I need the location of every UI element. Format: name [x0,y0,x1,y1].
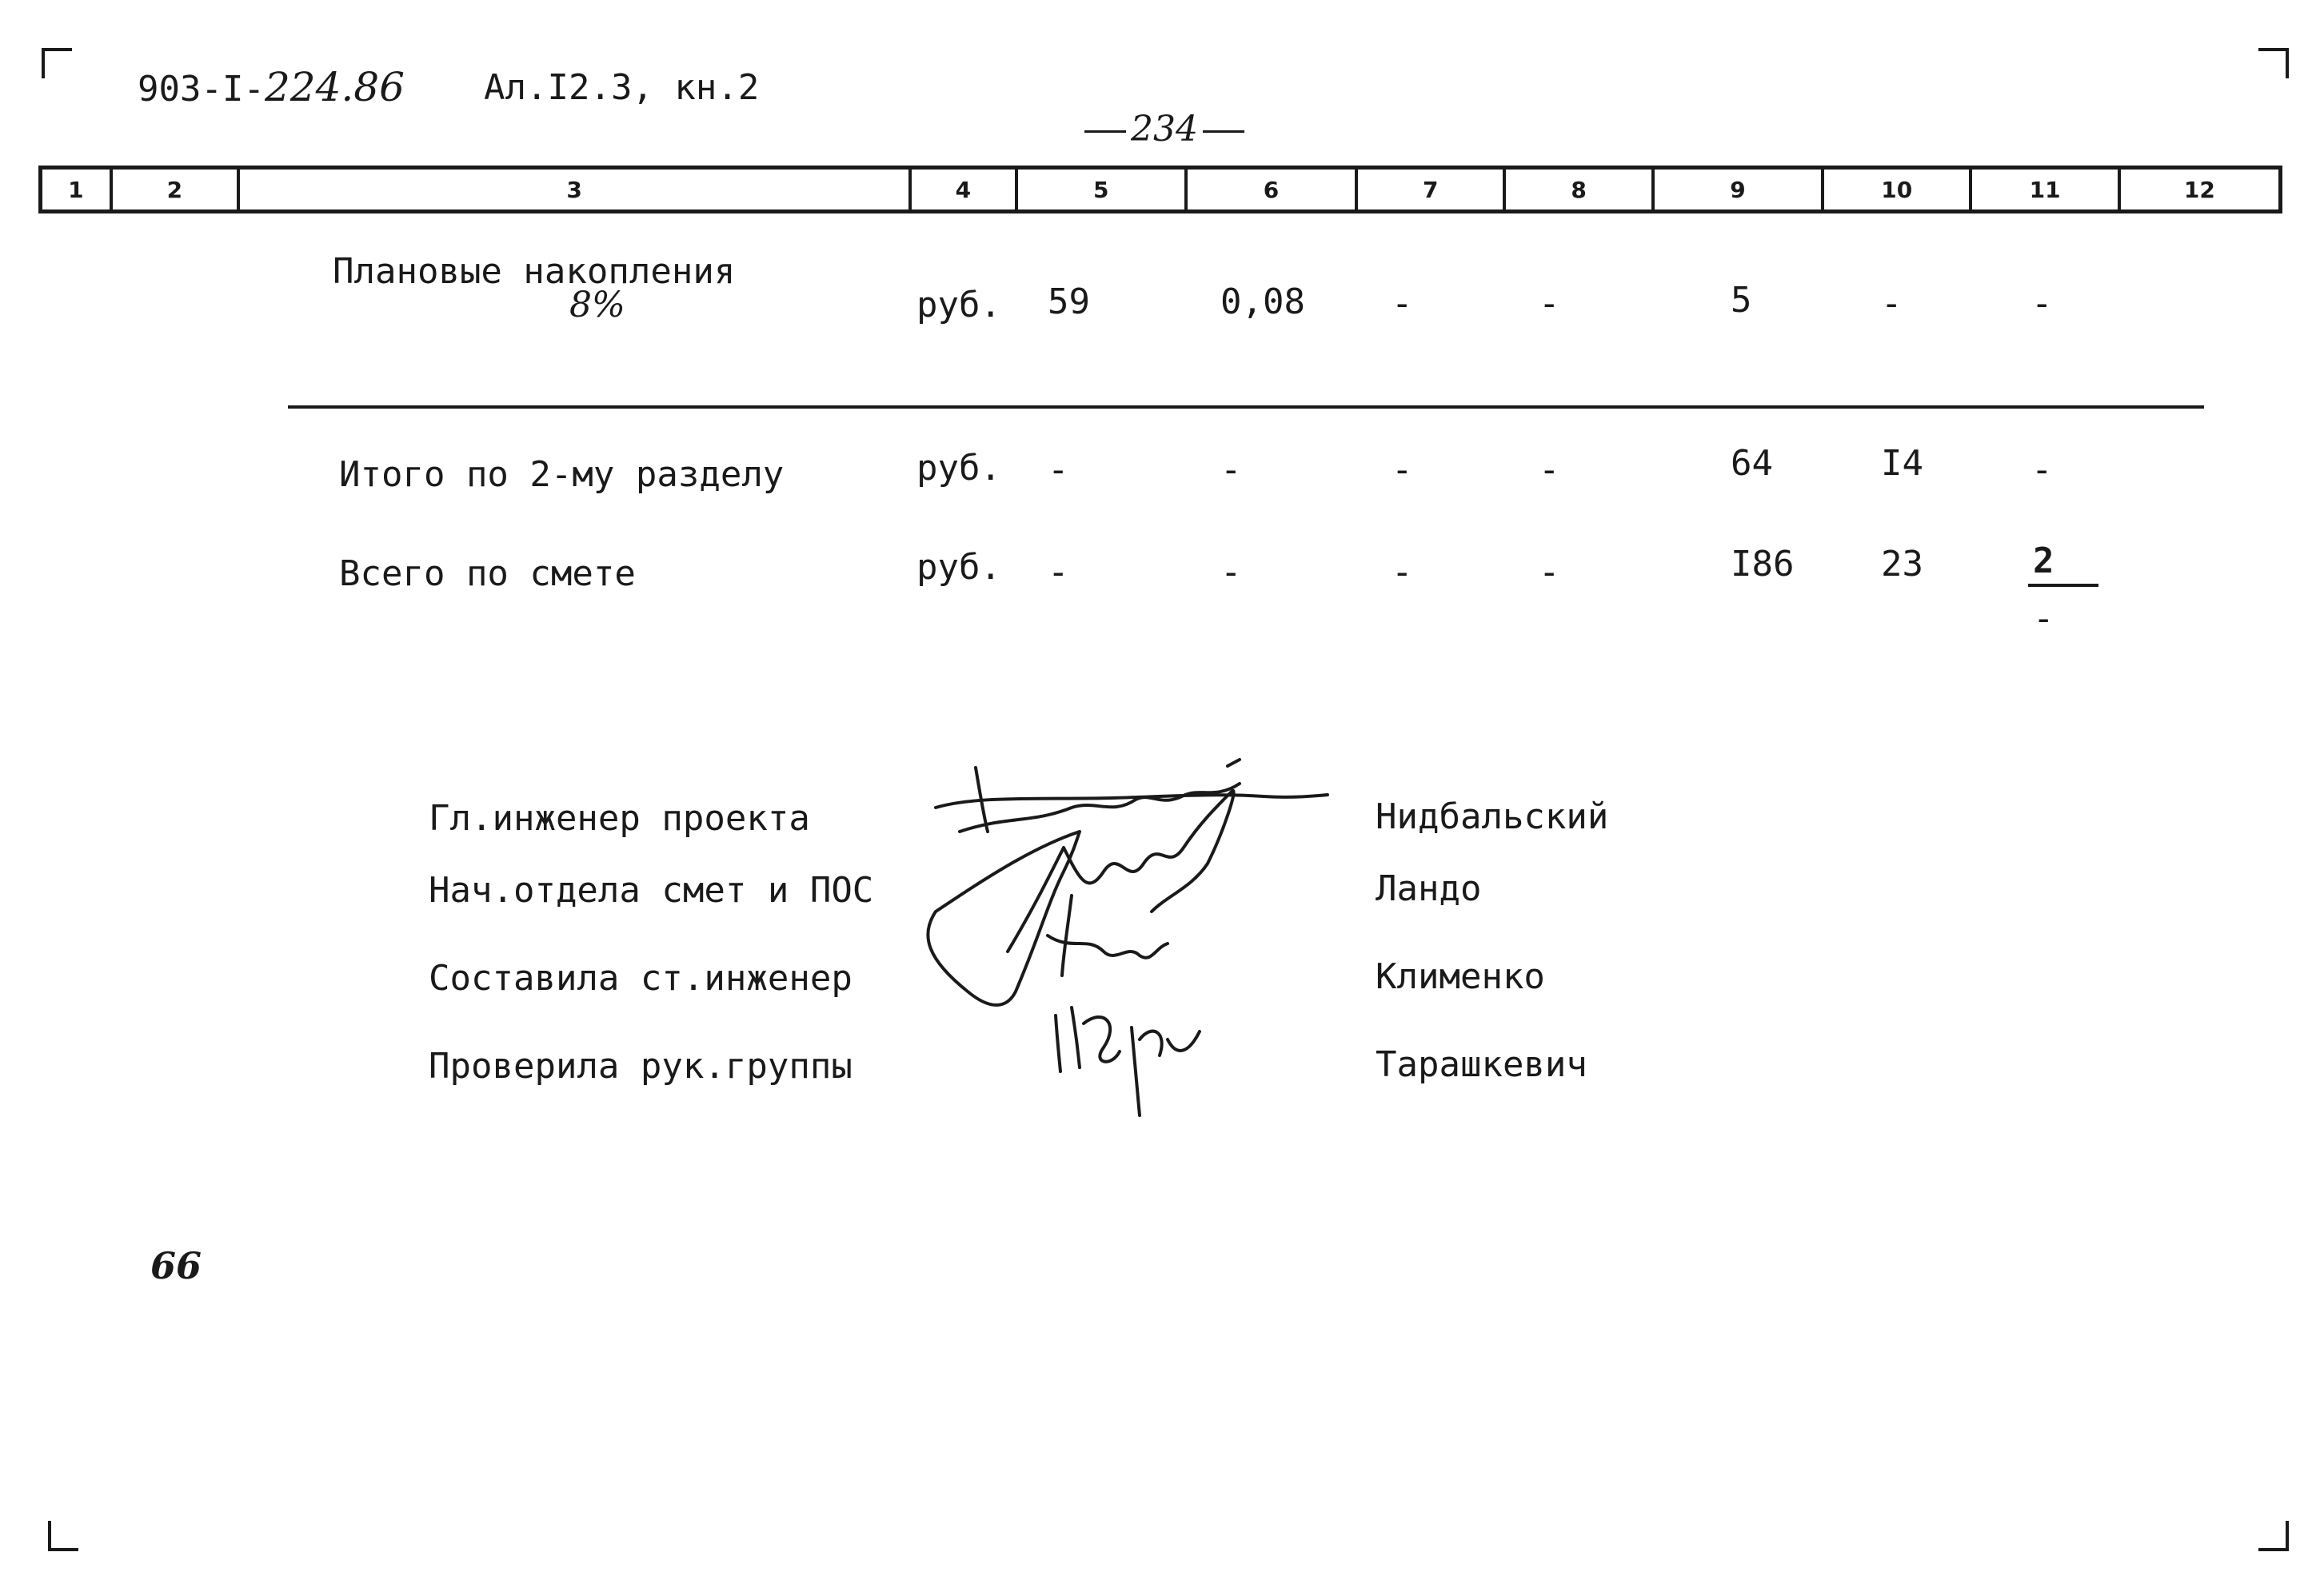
column-number: 5 [1018,170,1188,209]
row-label: Плановые накопления [333,251,736,292]
album-reference: Ал.I2.3, кн.2 [484,67,760,108]
row-cell-col7: - [1392,552,1413,593]
row-cell-col7: - [1392,283,1413,324]
signature-name: Нидбальский [1376,796,1609,837]
page-number-value: 234 [1131,109,1198,150]
row-cell-col11: - [2031,449,2053,490]
corner-mark-top-left [42,48,72,78]
column-number: 11 [1972,170,2120,209]
total-separator-line [288,405,2204,409]
row-cell-col8: - [1539,283,1560,324]
row-cell-col6: - [1220,552,1242,593]
row-unit: руб. [916,448,1001,489]
row-cell-col8: - [1539,449,1560,490]
signature-name: Клименко [1376,956,1545,997]
corner-mark-bottom-right [2258,1521,2289,1551]
column-number: 8 [1506,170,1654,209]
row-cell-col10: I4 [1881,443,1923,484]
row-label: Итого по 2-му разделу [339,454,785,495]
page-number [1080,109,1249,150]
column-number: 4 [912,170,1018,209]
signature-role: Нач.отдела смет и ПОС [429,870,874,911]
handwritten-underline [2028,584,2098,587]
row-cell-col9: 5 [1731,280,1752,321]
row-label-percent: 8% [569,285,625,325]
row-label: Всего по смете [339,553,636,594]
corner-mark-top-right [2258,48,2289,78]
row-unit: руб. [916,547,1001,588]
row-cell-col7: - [1392,449,1413,490]
row-cell-col10: - [1881,283,1903,324]
row-cell-col11-below: - [2033,598,2054,639]
row-unit: руб. [916,285,1001,325]
row-cell-col6: 0,08 [1220,281,1305,322]
column-number: 3 [240,170,912,209]
row-cell-col10: 23 [1881,544,1923,585]
document-code [138,64,405,110]
row-cell-col9: 64 [1731,443,1773,484]
column-number: 2 [113,170,240,209]
document-code-handwritten: 224.86 [264,64,405,110]
signature-name: Тарашкевич [1376,1044,1587,1085]
column-number: 10 [1824,170,1972,209]
row-cell-col5: - [1048,552,1069,593]
column-number: 12 [2183,176,2215,203]
row-cell-col6: - [1220,449,1242,490]
column-number: 1 [42,170,113,209]
row-cell-col9: I86 [1731,544,1795,585]
row-cell-col11: - [2031,283,2053,324]
signature-name: Ландо [1376,868,1482,909]
document-code-prefix: 903-I- [138,69,265,110]
row-cell-col8: - [1539,552,1560,593]
column-number: 9 [1655,170,1824,209]
corner-mark-bottom-left [48,1521,78,1551]
sheet-number: 66 [150,1244,202,1287]
column-number-strip [38,166,2282,213]
signature-role: Проверила рук.группы [429,1046,853,1087]
handwritten-signatures [912,752,1344,1135]
row-cell-col11: 2 [2033,541,2054,581]
row-cell-col5: 59 [1048,281,1090,322]
column-number: 6 [1188,170,1358,209]
row-cell-col5: - [1048,449,1069,490]
signature-role: Составила ст.инженер [429,958,853,999]
signature-role: Гл.инженер проекта [429,798,810,839]
column-number: 7 [1358,170,1506,209]
